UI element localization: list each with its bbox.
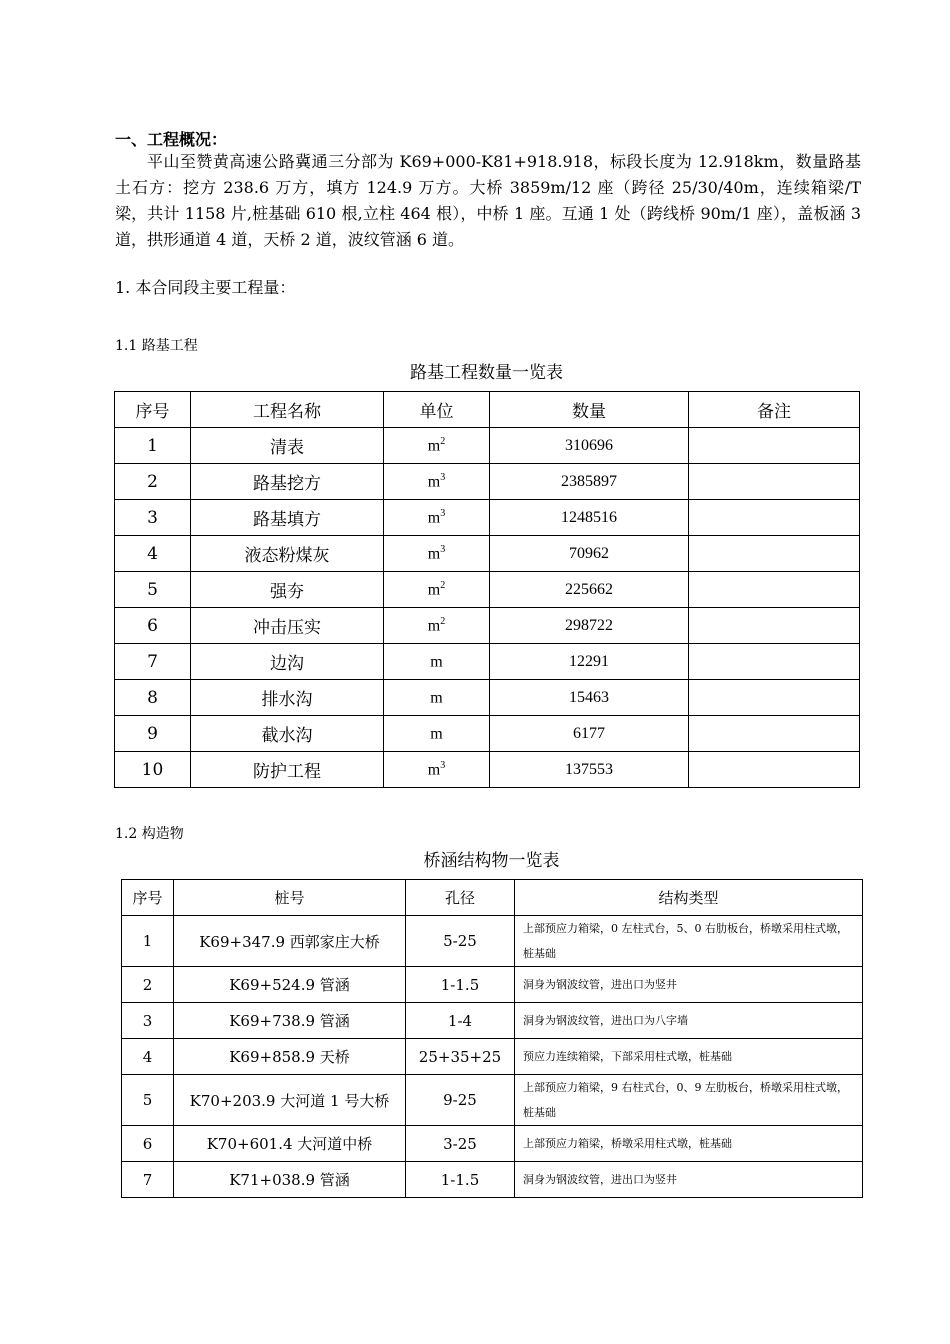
row-no: 6 <box>115 608 191 644</box>
unit-text: m <box>430 689 443 707</box>
header-name: 工程名称 <box>191 392 384 428</box>
row-station: K69+347.9 西郭家庄大桥 <box>174 916 406 967</box>
row-span: 1-4 <box>406 1003 515 1039</box>
unit-exponent: 2 <box>440 435 446 447</box>
unit-text: m <box>430 653 443 671</box>
table-row <box>115 680 860 716</box>
header-qty: 数量 <box>490 392 689 428</box>
table-row <box>122 916 863 967</box>
row-no: 2 <box>115 464 191 500</box>
row-qty: 2385897 <box>490 464 689 500</box>
row-unit <box>384 608 490 644</box>
unit-exponent: 3 <box>440 759 446 771</box>
row-structure-type: 洞身为钢波纹管，进出口为八字墙 <box>515 1003 863 1039</box>
table-row <box>115 752 860 788</box>
row-span: 1-1.5 <box>406 967 515 1003</box>
row-no: 10 <box>115 752 191 788</box>
unit-text: m <box>430 725 443 743</box>
unit-exponent: 3 <box>440 507 446 519</box>
unit-text: m <box>427 617 441 635</box>
section-heading: 一、工程概况： <box>115 130 228 149</box>
row-no: 4 <box>122 1039 174 1075</box>
row-unit <box>384 752 490 788</box>
row-qty: 137553 <box>490 752 689 788</box>
row-no: 7 <box>115 644 191 680</box>
unit-text: m <box>427 509 441 527</box>
header-note: 备注 <box>689 392 860 428</box>
row-no: 1 <box>122 916 174 967</box>
table1-caption: 路基工程数量一览表 <box>410 363 563 383</box>
row-qty: 15463 <box>490 680 689 716</box>
row-qty: 225662 <box>490 572 689 608</box>
subsection-1-2-title: 1.2 构造物 <box>115 826 184 842</box>
row-no: 6 <box>122 1126 174 1162</box>
table-row <box>115 716 860 752</box>
header-type: 结构类型 <box>515 880 863 916</box>
unit-exponent: 3 <box>440 543 446 555</box>
row-no: 5 <box>122 1075 174 1126</box>
row-qty: 298722 <box>490 608 689 644</box>
table-row <box>115 572 860 608</box>
unit-text: m <box>427 761 441 779</box>
row-name: 液态粉煤灰 <box>191 536 384 572</box>
row-station: K70+601.4 大河道中桥 <box>174 1126 406 1162</box>
row-structure-type: 上部预应力箱梁，9 右柱式台，0、9 左肋板台，桥墩采用柱式墩，桩基础 <box>515 1075 863 1126</box>
unit-text: m <box>427 473 441 491</box>
table-row <box>122 1075 863 1126</box>
row-qty: 12291 <box>490 644 689 680</box>
row-note <box>689 572 860 608</box>
row-structure-type: 预应力连续箱梁，下部采用柱式墩，桩基础 <box>515 1039 863 1075</box>
unit-text: m <box>427 545 441 563</box>
row-unit <box>384 536 490 572</box>
section-1-title: 1. 本合同段主要工程量： <box>115 278 296 297</box>
row-note <box>689 752 860 788</box>
row-unit <box>384 500 490 536</box>
bridge-culvert-table <box>121 879 863 1198</box>
row-span: 25+35+25 <box>406 1039 515 1075</box>
table2-caption: 桥涵结构物一览表 <box>423 851 560 871</box>
table-row <box>122 1162 863 1198</box>
header-no: 序号 <box>115 392 191 428</box>
row-no: 3 <box>115 500 191 536</box>
row-name: 防护工程 <box>191 752 384 788</box>
row-structure-type: 洞身为钢波纹管，进出口为竖井 <box>515 1162 863 1198</box>
row-station: K70+203.9 大河道 1 号大桥 <box>174 1075 406 1126</box>
row-span: 3-25 <box>406 1126 515 1162</box>
table-row <box>122 1126 863 1162</box>
row-qty: 1248516 <box>490 500 689 536</box>
row-note <box>689 608 860 644</box>
unit-exponent: 2 <box>440 579 446 591</box>
row-note <box>689 536 860 572</box>
row-name: 截水沟 <box>191 716 384 752</box>
row-structure-type: 上部预应力箱梁，0 左柱式台，5、0 右肋板台，桥墩采用柱式墩，桩基础 <box>515 916 863 967</box>
table-row <box>115 500 860 536</box>
row-span: 9-25 <box>406 1075 515 1126</box>
row-no: 8 <box>115 680 191 716</box>
header-span: 孔径 <box>406 880 515 916</box>
intro-paragraph: 平山至赞黄高速公路冀通三分部为 K69+000-K81+918.918，标段长度为 12.918km，数量路基土石方：挖方 238.6 万方，填方 124.9 万方。大桥 3859m/12 座（跨径 25/30/40m，连续箱梁/T 梁，共计 1158 片,桩基础 610 根,立柱 464 根），中桥 1 座。互通 1 处（跨线桥 90m/1 座），盖板涵 3 道，拱形通道 4 道，天桥 2 道，波纹管涵 6 道。 <box>115 152 861 249</box>
table-row <box>115 608 860 644</box>
row-no: 1 <box>115 428 191 464</box>
row-name: 边沟 <box>191 644 384 680</box>
row-name: 清表 <box>191 428 384 464</box>
row-no: 9 <box>115 716 191 752</box>
table-row <box>115 644 860 680</box>
row-unit <box>384 680 490 716</box>
row-span: 5-25 <box>406 916 515 967</box>
header-station: 桩号 <box>174 880 406 916</box>
roadbed-quantity-table <box>114 391 860 788</box>
table-row <box>122 967 863 1003</box>
row-name: 路基填方 <box>191 500 384 536</box>
table-row <box>115 536 860 572</box>
row-no: 7 <box>122 1162 174 1198</box>
row-unit <box>384 464 490 500</box>
row-qty: 310696 <box>490 428 689 464</box>
row-no: 3 <box>122 1003 174 1039</box>
row-span: 1-1.5 <box>406 1162 515 1198</box>
row-note <box>689 680 860 716</box>
row-structure-type: 洞身为钢波纹管，进出口为竖井 <box>515 967 863 1003</box>
row-unit <box>384 644 490 680</box>
table-row <box>122 1003 863 1039</box>
row-note <box>689 428 860 464</box>
row-name: 强夯 <box>191 572 384 608</box>
row-name: 冲击压实 <box>191 608 384 644</box>
row-note <box>689 464 860 500</box>
header-no: 序号 <box>122 880 174 916</box>
subsection-1-1-title: 1.1 路基工程 <box>115 338 198 354</box>
row-structure-type: 上部预应力箱梁，桥墩采用柱式墩，桩基础 <box>515 1126 863 1162</box>
row-name: 排水沟 <box>191 680 384 716</box>
unit-exponent: 3 <box>440 471 446 483</box>
table-row <box>122 1039 863 1075</box>
row-unit <box>384 428 490 464</box>
unit-text: m <box>427 581 441 599</box>
row-station: K69+524.9 管涵 <box>174 967 406 1003</box>
table-header-row <box>115 392 860 428</box>
row-name: 路基挖方 <box>191 464 384 500</box>
row-no: 2 <box>122 967 174 1003</box>
unit-exponent: 2 <box>440 615 446 627</box>
row-qty: 6177 <box>490 716 689 752</box>
row-note <box>689 500 860 536</box>
row-note <box>689 716 860 752</box>
row-unit <box>384 572 490 608</box>
table-header-row <box>122 880 863 916</box>
row-station: K69+738.9 管涵 <box>174 1003 406 1039</box>
table-row <box>115 464 860 500</box>
row-station: K71+038.9 管涵 <box>174 1162 406 1198</box>
row-qty: 70962 <box>490 536 689 572</box>
row-no: 5 <box>115 572 191 608</box>
table-row <box>115 428 860 464</box>
row-station: K69+858.9 天桥 <box>174 1039 406 1075</box>
row-note <box>689 644 860 680</box>
row-no: 4 <box>115 536 191 572</box>
header-unit: 单位 <box>384 392 490 428</box>
unit-text: m <box>427 437 441 455</box>
row-unit <box>384 716 490 752</box>
